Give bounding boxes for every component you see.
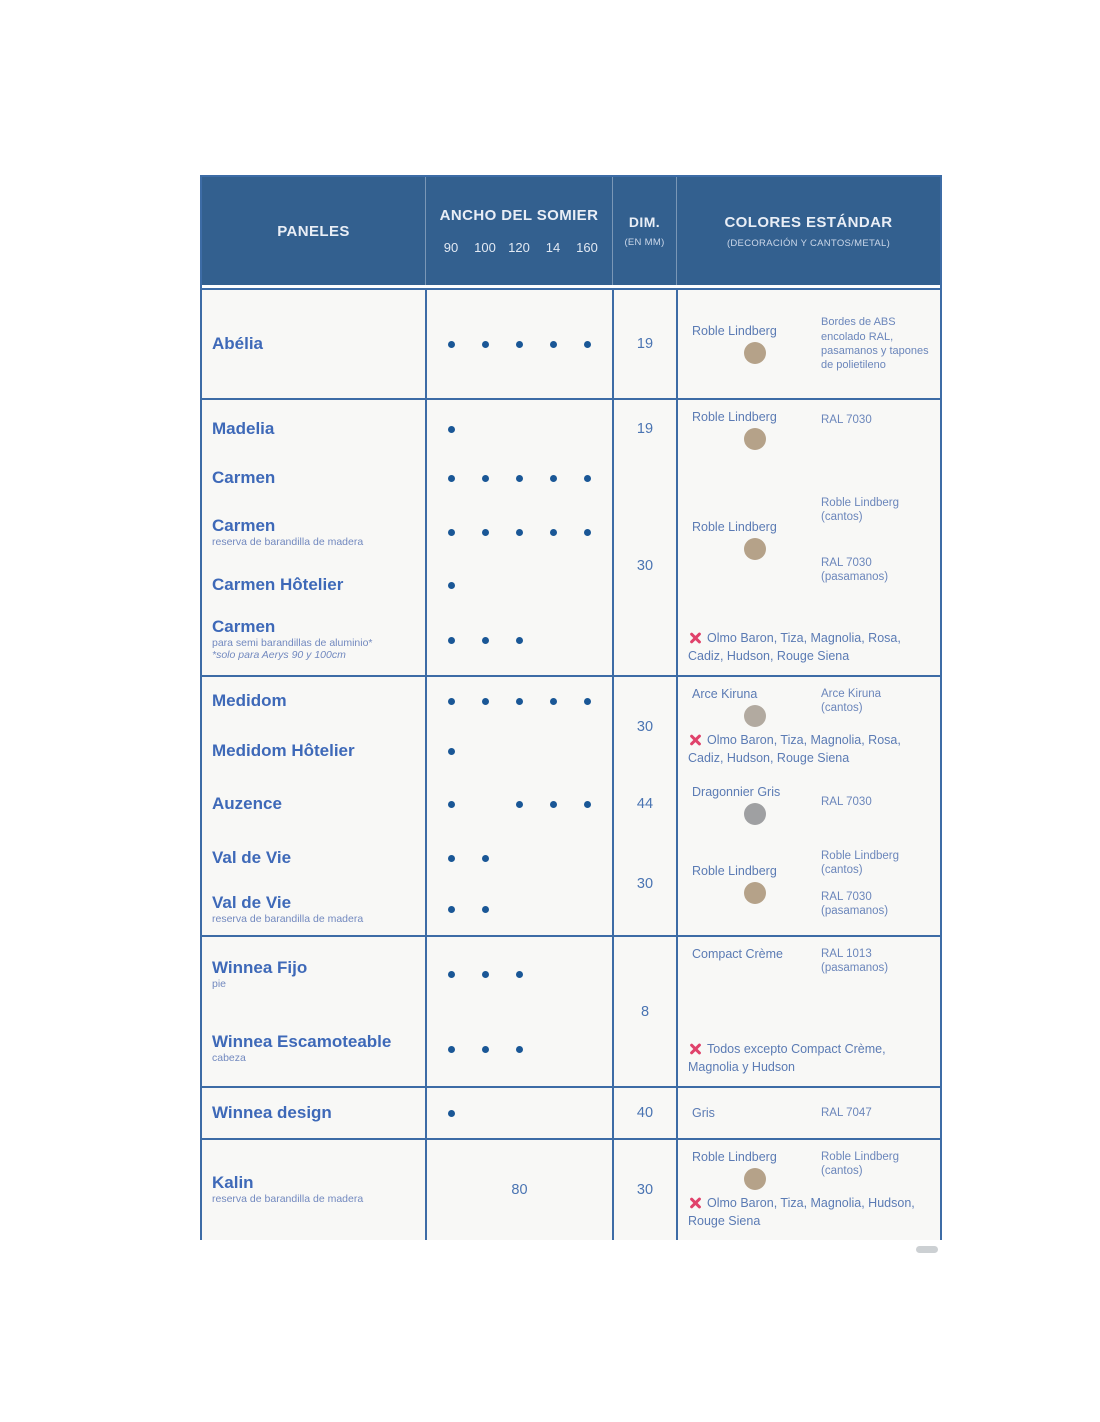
color-swatch [744,428,766,450]
table-row-medidom [202,675,940,773]
panel-name: Winnea Escamoteable [212,1032,392,1052]
color-ral-list [817,687,930,716]
width-dots-cell [425,290,612,398]
ral-entry: Roble Lindberg (cantos) [821,496,900,523]
dim-cell [612,832,676,935]
table-row-auzence [202,773,940,830]
dot-strip [427,801,612,808]
color-label: Roble Lindberg [692,324,777,338]
panel-name: Carmen Hôtelier [212,574,344,594]
colores-cell [676,677,940,777]
panel-subtitle: cabeza [212,1052,246,1065]
colores-cell [676,290,940,398]
width-dots-cell [425,400,612,458]
colores-cell [676,1088,940,1138]
panel-name-cell [202,1088,425,1138]
excluded-colors: Olmo Baron, Tiza, Magnolia, Rosa, Cadiz, Hudson, Rouge Siena [688,733,901,766]
color-ral [817,410,930,427]
width-dots-cell [425,1088,612,1138]
header-colores [676,177,940,285]
panel-name: Carmen [212,515,276,535]
panel-name-cell [202,290,425,398]
dot-strip [427,1110,612,1117]
dot-strip [427,341,612,348]
colores-title: COLORES ESTÁNDAR [724,213,893,231]
color-label: Roble Lindberg [692,1150,777,1164]
panel-name: Carmen [212,617,276,637]
color-ral [817,1106,930,1120]
color-swatch [744,803,766,825]
excluded-colors: Olmo Baron, Tiza, Magnolia, Hudson, Rouge Siena [688,1196,915,1229]
panel-name-cell [202,937,425,1086]
width-dots-cell [425,937,612,1086]
dim-value: 44 [636,796,654,812]
table-row-madelia [202,398,940,455]
dim-subtitle: (EN MM) [624,237,665,248]
dim-value: 30 [636,558,654,574]
panel-subtitle-note: *solo para Aerys 90 y 100cm [212,649,346,662]
table-row-abelia [202,288,940,398]
colores-cell [676,937,940,1086]
color-main [688,785,817,825]
dot-strip [427,529,612,536]
color-label: Roble Lindberg [692,520,777,534]
dim-cell [612,290,676,398]
dot-strip [427,748,612,755]
color-ral-list [817,843,930,925]
panels-table [200,175,942,1240]
ral-entry: RAL 7030 (pasamanos) [821,890,889,917]
width-value: 80 [511,1182,528,1199]
color-swatch [744,705,766,727]
dim-value: 19 [636,421,654,437]
header-dim [612,177,676,285]
ral-code: RAL 7047 [821,1106,872,1119]
table-row-kalin [202,1138,940,1238]
color-main [688,687,817,727]
table-row-val-de-vie [202,830,940,935]
dim-cell [612,677,676,777]
paneles-title: PANELES [277,222,350,240]
header-paneles [202,177,425,285]
dim-title: DIM. [628,214,661,230]
width-dots-cell [425,1140,612,1240]
width-labels [426,240,612,255]
table-row-carmen [202,455,940,675]
color-main [688,324,817,364]
panel-name-cell [202,400,425,458]
excluded-colors: Olmo Baron, Tiza, Magnolia, Rosa, Cadiz, Hudson, Rouge Siena [688,630,901,663]
excluded-colors: Todos excepto Compact Crème, Magnolia y Hudson [688,1041,886,1074]
dim-value: 19 [636,336,654,352]
color-ral [817,785,930,809]
ral-entry: Roble Lindberg (cantos) [821,1151,900,1178]
x-icon [688,1196,702,1209]
width-dots-cell [425,457,612,675]
dim-cell [612,1140,676,1240]
colores-cell [676,457,940,675]
ral-entry: Roble Lindberg (cantos) [821,849,900,876]
table-header-row [202,177,940,285]
dim-cell [612,775,676,833]
panel-name: Winnea design [212,1102,332,1122]
panel-name-cell [202,775,425,833]
color-label: Gris [692,1106,715,1120]
width-label: 14 [545,240,561,255]
width-dots-cell [425,832,612,935]
dot-strip [427,698,612,705]
panel-name: Carmen [212,468,276,488]
color-note: Bordes de ABS encolado RAL, pasamanos y tapones de polietileno [821,316,929,372]
panel-subtitle: reserva de barandilla de madera [212,535,364,548]
panel-subtitle: reserva de barandilla de madera [212,1193,364,1206]
width-label: 120 [508,240,530,255]
dot-strip [427,582,612,589]
ancho-title: ANCHO DEL SOMIER [439,207,599,224]
panel-subtitle: pie [212,977,227,990]
dot-strip [427,637,612,644]
table-row-winnea [202,935,940,1086]
color-ral-list [817,1150,930,1179]
colores-cell [676,1140,940,1240]
color-ral-list [817,480,930,600]
panel-name: Val de Vie [212,847,292,867]
color-label: Arce Kiruna [692,687,758,701]
dim-cell [612,457,676,675]
color-main [688,947,817,961]
color-main [688,864,817,904]
color-main [688,1150,817,1190]
panel-name: Medidom [212,690,287,710]
ral-entry: RAL 1013 (pasamanos) [821,948,889,975]
ral-entry: RAL 7030 (pasamanos) [821,556,889,583]
color-label: Compact Crème [692,947,783,961]
panel-name: Kalin [212,1173,254,1193]
dim-cell [612,937,676,1086]
ral-code: RAL 7030 [821,796,872,808]
width-label: 90 [443,240,459,255]
panel-name: Auzence [212,793,282,813]
width-dots-cell [425,775,612,833]
width-label: 160 [576,240,598,255]
panel-name-cell [202,1140,425,1240]
panel-name-cell [202,832,425,935]
dim-cell [612,1088,676,1138]
width-dots-cell [425,677,612,777]
panel-name-cell [202,457,425,675]
panel-subtitle: reserva de barandilla de madera [212,912,364,925]
page-smudge [916,1246,938,1253]
header-ancho [425,177,612,285]
color-label: Roble Lindberg [692,863,777,878]
panel-name: Winnea Fijo [212,957,308,977]
panel-name: Abélia [212,333,264,353]
colores-subtitle: (DECORACIÓN Y CANTOS/METAL) [726,237,891,249]
color-main [688,520,817,560]
color-swatch [744,342,766,364]
ral-entry: Arce Kiruna (cantos) [821,688,882,715]
dim-value: 30 [636,1182,654,1199]
panel-name: Madelia [212,418,275,438]
panel-name: Medidom Hôtelier [212,740,355,760]
dot-strip [427,426,612,433]
ral-code: RAL 7030 [821,414,872,426]
color-main [688,410,817,450]
dot-strip [427,855,612,862]
panel-subtitle: para semi barandillas de aluminio* [212,636,373,649]
dot-strip [427,1046,612,1053]
dot-strip [427,475,612,482]
dim-value: 30 [636,719,654,736]
color-notes [817,315,930,372]
panel-name: Val de Vie [212,892,292,912]
x-icon [688,733,702,746]
x-icon [688,1042,702,1055]
dim-value: 30 [636,875,654,892]
colores-cell [676,400,940,458]
color-label: Dragonnier Gris [692,785,781,799]
colores-cell [676,775,940,833]
color-ral-list [817,947,930,976]
colores-cell [676,832,940,935]
width-label: 100 [474,240,496,255]
panel-name-cell [202,677,425,777]
x-icon [688,631,702,644]
color-swatch [744,1168,766,1190]
dot-strip [427,906,612,913]
dim-value: 40 [636,1105,654,1121]
color-swatch [744,538,766,560]
table-row-winnea-design [202,1086,940,1138]
dim-value: 8 [640,1003,650,1020]
dim-cell [612,400,676,458]
color-main [688,1106,817,1120]
dot-strip [427,971,612,978]
color-swatch [744,882,766,904]
color-label: Roble Lindberg [692,410,777,424]
